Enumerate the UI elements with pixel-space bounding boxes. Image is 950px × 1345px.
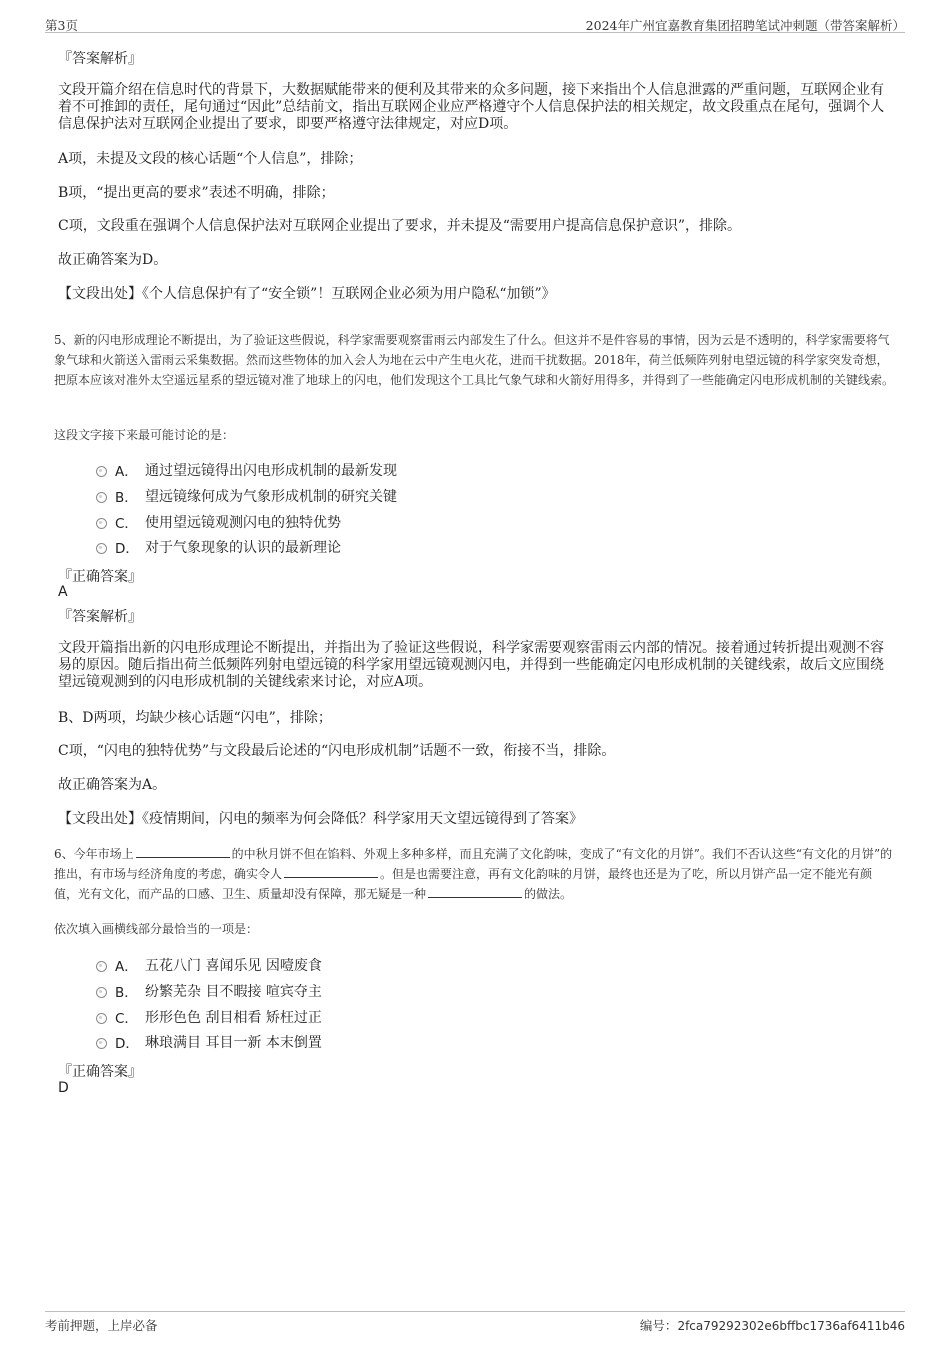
q5-source: 【文段出处】《疫情期间，闪电的频率为何会降低？科学家用天文望远镜得到了答案》 [58,811,583,827]
correct-label-q6: 『正确答案』 [58,1064,142,1080]
option-letter: C． [115,1011,138,1027]
q6-answer: D [58,1080,69,1096]
q5-stem: 5、新的闪电形成理论不断提出，为了验证这些假说，科学家需要观察雷雨云内部发生了什么。但这并不是件容易的事情，因为云是不透明的，科学家需要将气象气球和火箭送入雷雨云采集数据。然而这些物体的加入会人为地在云中产生电火花，进而干扰数据。2018年，荷兰低频阵列射电望远镜的科学家突发奇想，把原本应该对准外太空遥远星系的望远镜对准了地球上的闪电，他们发现这个工具比气象气球和火箭好用得多，并得到了一些能确定闪电形成机制的关键线索。 [54,333,895,387]
option-letter: B． [115,490,138,506]
option-letter: B． [115,985,138,1001]
option-text: 形形色色 刮目相看 矫枉过正 [145,1010,322,1026]
option-letter: C． [115,516,138,532]
q5-conclusion: 故正确答案为A。 [58,777,167,793]
analysis-label-q4: 『答案解析』 [58,51,142,67]
page-number: 第3页 [45,18,78,33]
radio-button[interactable] [96,492,107,503]
q5-option-c-note: C项，“闪电的独特优势”与文段最后论述的“闪电形成机制”话题不一致，衔接不当，排除。 [58,743,616,759]
q4-option-b-note: B项，“提出更高的要求”表述不明确，排除； [58,185,335,201]
fill-blank-1 [136,846,230,858]
q4-source: 【文段出处】《个人信息保护有了“安全锁”！互联网企业必须为用户隐私“加锁”》 [58,286,556,302]
page-footer [45,1311,905,1334]
q4-conclusion: 故正确答案为D。 [58,252,168,268]
option-text: 对于气象现象的认识的最新理论 [145,540,341,556]
q5-ask: 这段文字接下来最可能讨论的是： [54,428,235,442]
option-text: 使用望远镜观测闪电的独特优势 [145,515,341,531]
q4-analysis: 文段开篇介绍在信息时代的背景下，大数据赋能带来的便利及其带来的众多问题，接下来指出个人信息泄露的严重问题，互联网企业有着不可推卸的责任，尾句通过“因此”总结前文，指出互联网企业应严格遵守个人信息保护法的相关规定，故文段重点在尾句，强调个人信息保护法对互联网企业提出了要求，即要严格遵守法律规定，对应D项。 [58,82,885,132]
q5-analysis: 文段开篇指出新的闪电形成理论不断提出，并指出为了验证这些假说，科学家需要观察雷雨云内部的情况。接着通过转折提出观测不容易的原因。随后指出荷兰低频阵列射电望远镜的科学家用望远镜观测闪电，并得到一些能确定闪电形成机制的关键线索，故后文应围绕望远镜观测到的闪电形成机制的关键线索来讨论，对应A项。 [58,640,884,690]
document-title: 2024年广州宜嘉教育集团招聘笔试冲刺题（带答案解析） [585,18,905,33]
radio-button[interactable] [96,543,107,554]
option-text: 琳琅满目 耳目一新 本末倒置 [145,1035,322,1051]
correct-label-q5: 『正确答案』 [58,569,142,585]
radio-button[interactable] [96,518,107,529]
option-letter: D． [115,1036,139,1052]
radio-button[interactable] [96,1038,107,1049]
analysis-label-q5: 『答案解析』 [58,609,142,625]
option-letter: D． [115,541,139,557]
option-text: 望远镜缘何成为气象形成机制的研究关键 [145,489,397,505]
document-code: 编号：2fca79292302e6bffbc1736af6411b46 [639,1318,905,1333]
option-text: 五花八门 喜闻乐见 因噎废食 [145,958,322,974]
q5-option-bd-note: B、D两项，均缺少核心话题“闪电”，排除； [58,710,332,726]
q5-answer: A [58,584,68,600]
q6-stem: 6、今年市场上 的中秋月饼不但在馅料、外观上多种多样，而且充满了文化韵味，变成了“有文化的月饼”。我们不否认这些“有文化的月饼”的推出，有市场与经济角度的考虑，确实令人 。但是也需要注意，再有文化韵味的月饼，最终也还是为了吃，所以月饼产品一定不能光有颜值，光有文化，而产品的口感、卫生、质量却没有保障，那无疑是一种 的做法。 [54,847,893,901]
footer-slogan: 考前押题，上岸必备 [45,1318,158,1333]
radio-button[interactable] [96,466,107,477]
option-letter: A． [115,959,138,975]
page-header [45,14,905,33]
option-letter: A． [115,464,138,480]
radio-button[interactable] [96,961,107,972]
fill-blank-2 [284,866,378,878]
radio-button[interactable] [96,987,107,998]
q4-option-a-note: A项，未提及文段的核心话题“个人信息”，排除； [58,151,363,167]
option-text: 纷繁芜杂 目不暇接 喧宾夺主 [145,984,322,1000]
option-text: 通过望远镜得出闪电形成机制的最新发现 [145,463,397,479]
radio-button[interactable] [96,1013,107,1024]
q6-ask: 依次填入画横线部分最恰当的一项是： [54,922,259,936]
fill-blank-3 [428,886,522,898]
q4-option-c-note: C项，文段重在强调个人信息保护法对互联网企业提出了要求，并未提及“需要用户提高信息保护意识”，排除。 [58,218,742,234]
